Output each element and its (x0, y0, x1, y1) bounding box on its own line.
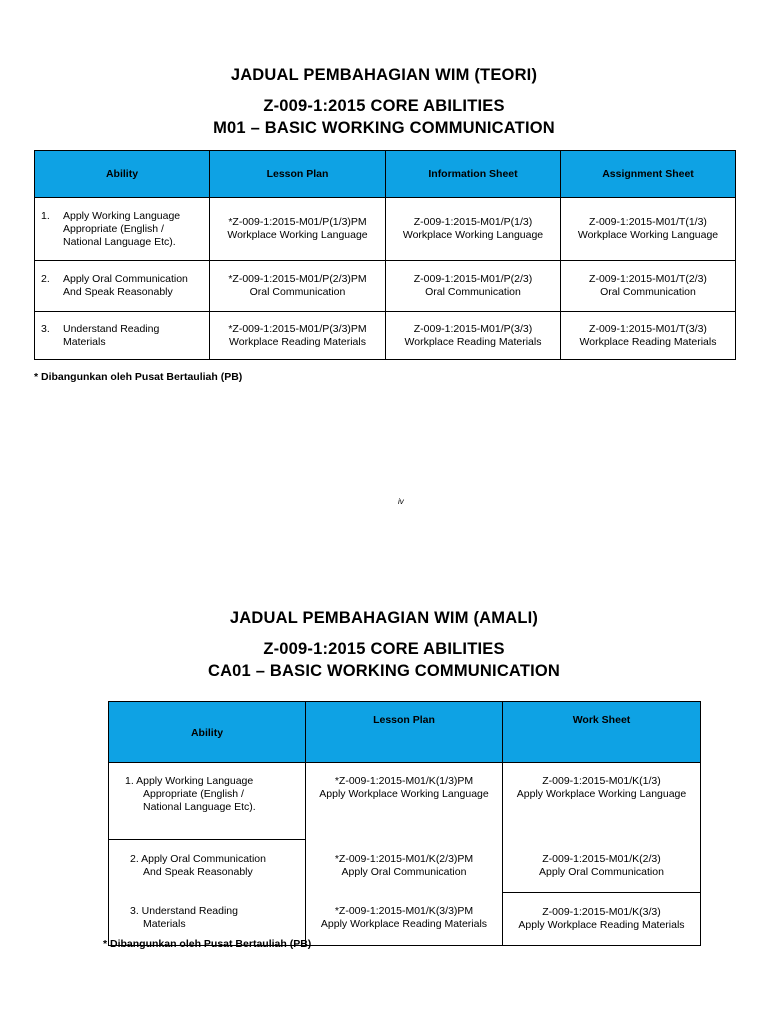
work-sheet-code: Z-009-1:2015-M01/K(3/3) (542, 905, 661, 918)
header-ability: Ability (35, 151, 210, 198)
work-sheet-code: Z-009-1:2015-M01/K(1/3) (542, 775, 661, 787)
lesson-plan-title: Workplace Working Language (227, 229, 368, 241)
section1-footnote: * Dibangunkan oleh Pusat Bertauliah (PB) (34, 371, 243, 383)
information-sheet-title: Workplace Working Language (402, 229, 544, 241)
assignment-sheet-title: Workplace Reading Materials (579, 335, 717, 348)
information-sheet-title: Workplace Reading Materials (404, 335, 542, 348)
lesson-plan-code: *Z-009-1:2015-M01/P(3/3)PM (228, 322, 367, 335)
practical-table (108, 701, 701, 946)
section1-code-line: Z-009-1:2015 CORE ABILITIES (263, 97, 505, 115)
table-row (109, 840, 701, 893)
header-lesson-plan: Lesson Plan (210, 151, 386, 198)
lesson-plan-code: *Z-009-1:2015-M01/K(3/3)PM (334, 905, 474, 918)
lesson-plan-title: Apply Workplace Reading Materials (320, 918, 488, 931)
lesson-plan-cell (210, 312, 386, 360)
ability-cell (35, 312, 210, 360)
assignment-sheet-code: Z-009-1:2015-M01/T(3/3) (589, 322, 707, 335)
section2-code-line: Z-009-1:2015 CORE ABILITIES (263, 640, 505, 658)
header-work-sheet: Work Sheet (503, 702, 701, 763)
section1-module-line: M01 – BASIC WORKING COMMUNICATION (213, 119, 555, 137)
header-ability: Ability (109, 702, 306, 763)
work-sheet-title: Apply Workplace Reading Materials (518, 918, 685, 931)
information-sheet-cell (386, 261, 561, 312)
assignment-sheet-cell (561, 198, 736, 261)
assignment-sheet-title: Workplace Working Language (577, 229, 719, 241)
assignment-sheet-code: Z-009-1:2015-M01/T(2/3) (589, 273, 707, 285)
information-sheet-cell (386, 198, 561, 261)
lesson-plan-cell (306, 840, 503, 893)
lesson-plan-title: Workplace Reading Materials (229, 335, 366, 348)
header-assignment-sheet: Assignment Sheet (561, 151, 736, 198)
ability-text: Materials (63, 335, 106, 348)
ability-text: Apply Working Language (63, 209, 181, 222)
information-sheet-code: Z-009-1:2015-M01/P(1/3) (413, 216, 533, 228)
information-sheet-code: Z-009-1:2015-M01/P(2/3) (413, 273, 533, 285)
information-sheet-cell (386, 312, 561, 360)
lesson-plan-cell (210, 198, 386, 261)
work-sheet-cell (503, 840, 701, 893)
work-sheet-code: Z-009-1:2015-M01/K(2/3) (542, 852, 661, 865)
work-sheet-title: Apply Workplace Working Language (516, 788, 687, 800)
assignment-sheet-cell (561, 312, 736, 360)
assignment-sheet-title: Oral Communication (600, 286, 696, 298)
assignment-sheet-cell (561, 261, 736, 312)
ability-text: Appropriate (English / (143, 788, 244, 800)
ability-text: Apply Oral Communication (63, 273, 188, 285)
table-row (109, 763, 701, 840)
information-sheet-title: Oral Communication (425, 286, 521, 298)
ability-cell (109, 840, 306, 893)
header-lesson-plan: Lesson Plan (306, 702, 503, 763)
lesson-plan-code: *Z-009-1:2015-M01/P(2/3)PM (228, 273, 367, 285)
ability-text: 2. Apply Oral Communication (130, 853, 266, 865)
assignment-sheet-code: Z-009-1:2015-M01/T(1/3) (589, 216, 707, 228)
ability-text: Appropriate (English / (63, 222, 164, 235)
ability-text: National Language Etc). (63, 235, 176, 248)
information-sheet-code: Z-009-1:2015-M01/P(3/3) (413, 322, 533, 335)
table-row (35, 198, 736, 261)
row-number: 1. (41, 209, 50, 222)
work-sheet-cell (503, 892, 701, 945)
table-row (35, 261, 736, 312)
lesson-plan-title: Apply Oral Communication (341, 865, 467, 878)
lesson-plan-title: Oral Communication (249, 286, 346, 298)
ability-text: Materials (143, 918, 186, 931)
row-number: 3. (41, 322, 50, 335)
lesson-plan-code: *Z-009-1:2015-M01/K(2/3)PM (334, 852, 474, 865)
lesson-plan-code: *Z-009-1:2015-M01/K(1/3)PM (334, 775, 474, 787)
work-sheet-cell (503, 763, 701, 840)
table-row (35, 312, 736, 360)
row-number: 2. (41, 273, 50, 285)
ability-cell (35, 198, 210, 261)
table-header-row (109, 702, 701, 763)
section1-title: JADUAL PEMBAHAGIAN WIM (TEORI) (230, 66, 538, 84)
lesson-plan-code: *Z-009-1:2015-M01/P(1/3)PM (228, 216, 367, 228)
lesson-plan-cell (306, 763, 503, 840)
ability-text: 3. Understand Reading (130, 905, 238, 918)
ability-cell (109, 763, 306, 840)
page-number: iv (398, 497, 404, 506)
theory-table (34, 150, 736, 360)
ability-text: And Speak Reasonably (143, 866, 253, 878)
lesson-plan-cell (210, 261, 386, 312)
header-information-sheet: Information Sheet (386, 151, 561, 198)
section2-module-line: CA01 – BASIC WORKING COMMUNICATION (207, 662, 561, 680)
work-sheet-title: Apply Oral Communication (539, 865, 664, 878)
ability-text: Understand Reading (63, 322, 160, 335)
ability-text: 1. Apply Working Language (125, 775, 254, 787)
table-header-row (35, 151, 736, 198)
section2-footnote: * Dibangunkan oleh Pusat Bertauliah (PB) (103, 938, 312, 950)
lesson-plan-cell (306, 892, 503, 945)
ability-text: And Speak Reasonably (63, 286, 173, 298)
ability-cell (35, 261, 210, 312)
section2-title: JADUAL PEMBAHAGIAN WIM (AMALI) (229, 609, 539, 627)
lesson-plan-title: Apply Workplace Working Language (319, 788, 489, 800)
ability-text: National Language Etc). (143, 801, 256, 813)
